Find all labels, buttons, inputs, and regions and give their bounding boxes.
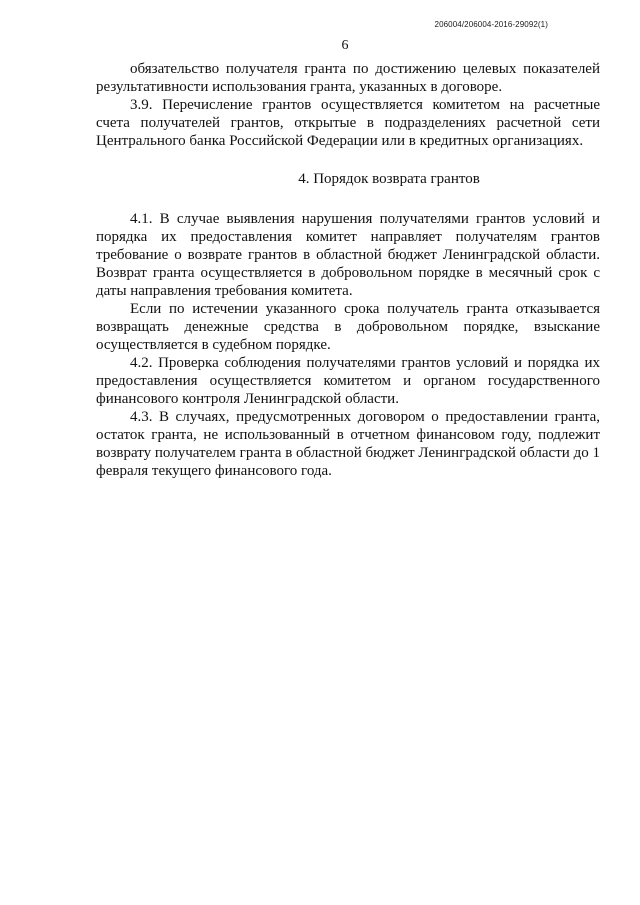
- document-id: 206004/206004-2016-29092(1): [434, 20, 548, 29]
- paragraph-4-2: 4.2. Проверка соблюдения получателями грантов условий и порядка их предоставления осуществляется комитетом и органом государственного финансового контроля Ленинградской области.: [96, 355, 600, 407]
- paragraph-4-1-court: Если по истечении указанного срока получатель гранта отказывается возвращать денежные средства в добровольном порядке, взыскание осуществляется в судебном порядке.: [96, 301, 600, 353]
- document-body: [96, 60, 600, 480]
- paragraph-4-1: 4.1. В случае выявления нарушения получателями грантов условий и порядка их предоставления комитет направляет получателям грантов требование о возврате грантов в областной бюджет Ленинградской области. Возврат гранта осуществляется в добровольном порядке в месячный срок с даты направления требования комитета.: [96, 211, 600, 299]
- paragraph-3-9: 3.9. Перечисление грантов осуществляется комитетом на расчетные счета получателей грантов, открытые в подразделениях расчетной сети Центрального банка Российской Федерации или в кредитных организациях.: [96, 97, 600, 149]
- section-4-heading: 4. Порядок возврата грантов: [298, 171, 480, 187]
- page-number: 6: [341, 38, 349, 53]
- paragraph-4-3: 4.3. В случаях, предусмотренных договором о предоставлении гранта, остаток гранта, не использованный в отчетном финансовом году, подлежит возврату получателем гранта в областной бюджет Ленинградской области до 1 февраля текущего финансового года.: [96, 409, 600, 479]
- paragraph-continuation: обязательство получателя гранта по достижению целевых показателей результативности использования гранта, указанных в договоре.: [96, 61, 600, 95]
